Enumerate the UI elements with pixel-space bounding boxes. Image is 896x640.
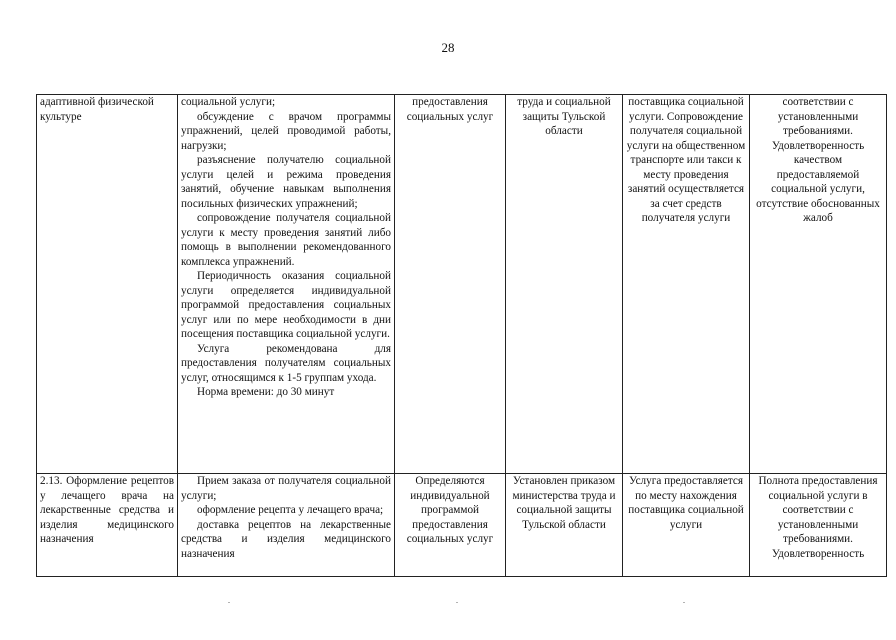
content-paragraph: сопровождение получателя социальной услуги к месту проведения занятий либо помощь в выполнении рекомендованного комплекса упражнений.	[181, 212, 391, 268]
content-paragraph: доставка рецептов на лекарственные средства и изделия медицинского назначения	[181, 518, 391, 560]
conditions-cell: Услуга предоставляется по месту нахождения поставщика социальной услуги	[623, 474, 750, 577]
content-paragraph: Услуга рекомендована для предоставления получателям социальных услуг, относящимся к 1-5 группам ухода.	[181, 342, 391, 384]
content-paragraph: социальной услуги;	[181, 96, 276, 108]
footer-mark: .	[456, 596, 458, 605]
content-paragraph: Периодичность оказания социальной услуги определяется индивидуальной программой предоставления социальных услуг или по мере необходимости в дни посещения поставщика социальной услуги.	[181, 270, 391, 340]
content-paragraph: обсуждение с врачом программы упражнений, целей проводимой работы, нагрузки;	[181, 110, 391, 152]
quality-cell: Полнота предоставления социальной услуги в соответствии с установленными требованиями. Удовлетворенность	[750, 474, 887, 577]
table-row	[37, 95, 887, 474]
periodicity-cell: Определяются индивидуальной программой предоставления социальных услуг	[395, 474, 506, 577]
table-row	[37, 474, 887, 577]
page-number: 28	[441, 40, 455, 55]
content-paragraph: оформление рецепта у лечащего врача;	[197, 504, 384, 516]
tariff-cell: Установлен приказом министерства труда и социальной защиты Тульской области	[506, 474, 623, 577]
content-paragraph: Норма времени: до 30 минут	[197, 386, 335, 398]
service-content-cell	[178, 474, 395, 577]
services-table	[36, 94, 887, 577]
service-content-cell	[178, 95, 395, 474]
service-name-cell: адаптивной физической культуре	[37, 95, 178, 474]
footer-mark: .	[683, 596, 685, 605]
tariff-cell: труда и социальной защиты Тульской области	[506, 95, 623, 474]
conditions-cell: поставщика социальной услуги. Сопровождение получателя социальной услуги на общественном транспорте или такси к месту проведения занятий осуществляется за счет средств получателя услуги	[623, 95, 750, 474]
service-name-cell: 2.13. Оформление рецептов у лечащего врача на лекарственные средства и изделия медицинского назначения	[37, 474, 178, 577]
footer-mark: .	[228, 596, 230, 605]
content-paragraph: разъяснение получателю социальной услуги целей и режима проведения занятий, обучение навыкам выполнения посильных физических упражнений;	[181, 154, 391, 210]
content-paragraph: Прием заказа от получателя социальной услуги;	[181, 475, 391, 502]
quality-cell: соответствии с установленными требованиями. Удовлетворенность качеством предоставляемой социальной услуги, отсутствие обоснованных жалоб	[750, 95, 887, 474]
periodicity-cell: предоставления социальных услуг	[395, 95, 506, 474]
